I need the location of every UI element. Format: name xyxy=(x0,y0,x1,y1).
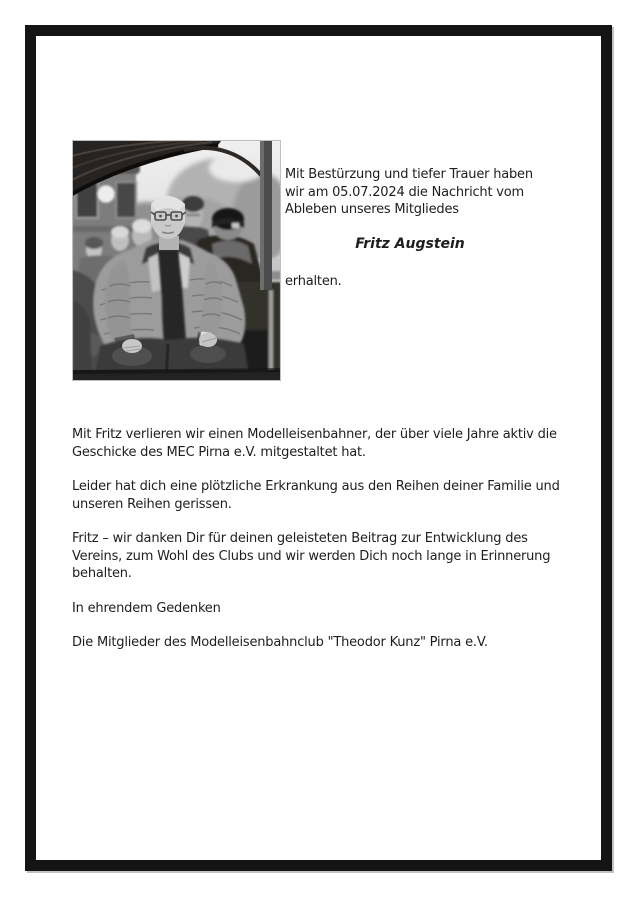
signature-line: Die Mitglieder des Modelleisenbahnclub "Theodor Kunz" Pirna e.V. xyxy=(72,635,488,650)
paragraph-illness: Leider hat dich eine plötzliche Erkrankung aus den Reihen deiner Familie und unseren Reihen gerissen. xyxy=(72,479,560,512)
deceased-name: Fritz Augstein xyxy=(355,235,465,252)
memorial-photo xyxy=(72,140,281,381)
body-text xyxy=(72,426,566,652)
intro-final-word: erhalten. xyxy=(285,274,342,289)
intro-text: Mit Bestürzung und tiefer Trauer haben wir am 05.07.2024 die Nachricht vom Ableben unseres Mitgliedes xyxy=(285,167,533,217)
paragraph-thanks: Fritz – wir danken Dir für deinen geleisteten Beitrag zur Entwicklung des Vereins, zum Wohl des Clubs und wir werden Dich noch lange in Erinnerung behalten. xyxy=(72,531,551,581)
closing-line: In ehrendem Gedenken xyxy=(72,600,221,616)
intro-block xyxy=(285,166,535,291)
paragraph-loss: Mit Fritz verlieren wir einen Modelleisenbahner, der über viele Jahre aktiv die Geschicke des MEC Pirna e.V. mitgestaltet hat. xyxy=(72,427,557,460)
